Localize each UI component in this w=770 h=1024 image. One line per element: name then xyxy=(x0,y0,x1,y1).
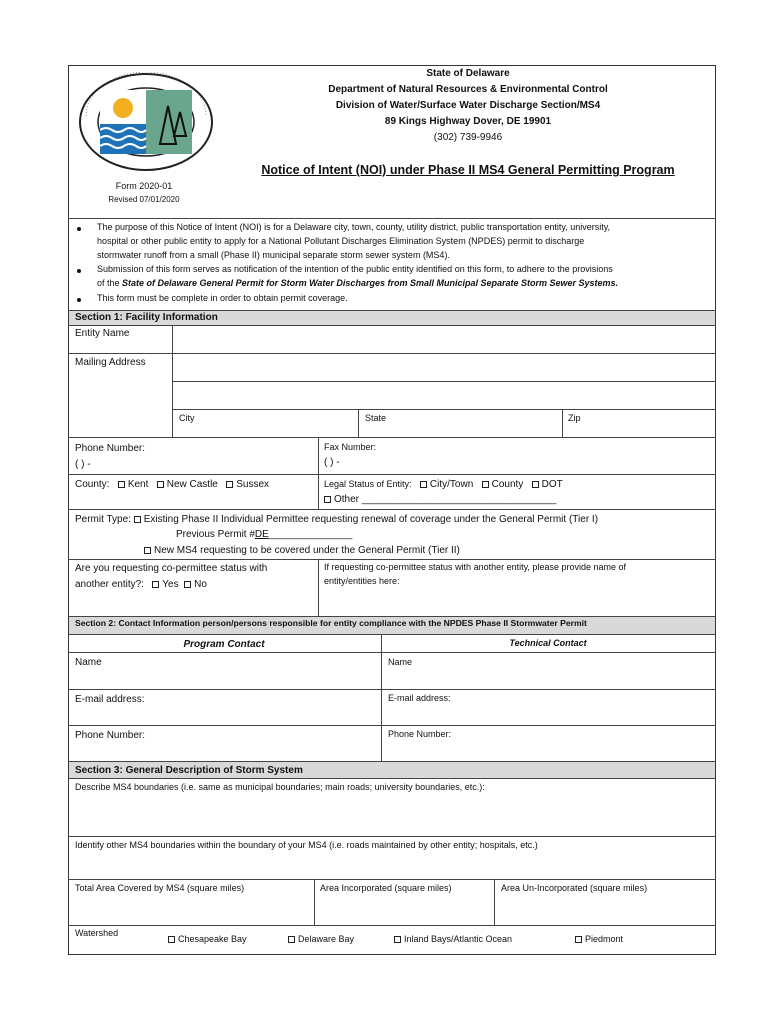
header-phone: (302) 739-9946 xyxy=(433,132,503,143)
watershed-delaware-option xyxy=(288,934,354,944)
divider xyxy=(68,218,716,219)
county-newcastle-label: New Castle xyxy=(166,479,218,490)
divider xyxy=(68,725,716,726)
county-row xyxy=(75,479,269,491)
program-email-field[interactable] xyxy=(69,707,380,724)
divider xyxy=(68,836,716,837)
zip-label: Zip xyxy=(568,413,581,423)
watershed-piedmont-option xyxy=(575,934,623,944)
watershed-inland-option xyxy=(394,934,512,944)
divider xyxy=(68,616,716,617)
total-area-field[interactable] xyxy=(69,897,313,924)
watershed-chesapeake-option xyxy=(168,934,247,944)
technical-phone-field[interactable] xyxy=(382,743,715,760)
technical-phone-label: Phone Number: xyxy=(388,729,452,739)
describe-boundaries-label: Describe MS4 boundaries (i.e. same as municipal boundaries; main roads; university boundaries, etc.): xyxy=(75,782,485,792)
divider xyxy=(68,634,716,635)
page-title: Notice of Intent (NOI) under Phase II MS4 General Permitting Program xyxy=(261,163,675,177)
area-incorporated-field[interactable] xyxy=(315,897,493,924)
state-field[interactable] xyxy=(359,410,561,437)
county-kent-checkbox[interactable] xyxy=(118,481,125,488)
copermittee-yes-checkbox[interactable] xyxy=(152,581,159,588)
legal-other-label[interactable]: Other ___________________________________ xyxy=(334,494,557,505)
bullet-text: stormwater runoff from a small (Phase II) municipal separate storm sewer system (MS4). xyxy=(97,250,450,260)
permit-new-checkbox[interactable] xyxy=(144,547,151,554)
divider xyxy=(381,634,382,761)
copermittee-no-label: No xyxy=(194,579,207,590)
bullet-text-part: of the xyxy=(97,278,123,288)
permit-type-row xyxy=(75,514,598,526)
describe-boundaries-field[interactable] xyxy=(69,796,715,835)
entity-name-label: Entity Name xyxy=(75,328,130,339)
divider xyxy=(68,652,716,653)
technical-email-label: E-mail address: xyxy=(388,693,451,703)
county-label: County: xyxy=(75,479,110,490)
legal-city-label: City/Town xyxy=(429,479,474,490)
technical-email-field[interactable] xyxy=(382,707,715,724)
program-email-label: E-mail address: xyxy=(75,694,145,705)
program-phone-label: Phone Number: xyxy=(75,730,146,741)
bullet-text: This form must be complete in order to obtain permit coverage. xyxy=(97,293,348,303)
legal-dot-label: DOT xyxy=(541,479,563,490)
bullet-icon xyxy=(77,298,81,302)
section1-title: Section 1: Facility Information xyxy=(75,312,218,323)
divider xyxy=(68,879,716,880)
technical-contact-heading: Technical Contact xyxy=(509,638,587,648)
legal-county-checkbox[interactable] xyxy=(482,481,489,488)
bullet-text: hospital or other public entity to apply for a National Pollutant Discharges Elimination System (NPDES) permit to discharge xyxy=(97,236,585,246)
watershed-label: Watershed xyxy=(75,928,119,938)
bullet-text: Submission of this form serves as notification of the intention of the public entity identified on this form, to adhere to the provisions xyxy=(97,264,613,274)
header-state: State of Delaware xyxy=(426,68,510,79)
watershed-piedmont-label: Piedmont xyxy=(585,934,624,944)
seal-logo xyxy=(78,72,214,172)
program-name-label: Name xyxy=(75,657,102,668)
form-revised: Revised 07/01/2020 xyxy=(108,195,180,204)
bullet-icon xyxy=(77,269,81,273)
previous-permit-row xyxy=(176,529,352,541)
legal-county-label: County xyxy=(491,479,524,490)
city-label: City xyxy=(179,413,195,423)
copermittee-note-2: entity/entities here: xyxy=(324,576,400,586)
divider xyxy=(68,509,716,510)
divider xyxy=(318,437,319,509)
county-newcastle-checkbox[interactable] xyxy=(157,481,164,488)
legal-other-checkbox[interactable] xyxy=(324,496,331,503)
phone-field[interactable]: ( ) - xyxy=(75,459,91,470)
entity-name-field[interactable] xyxy=(172,326,715,352)
legal-status-row xyxy=(324,479,563,491)
watershed-piedmont-checkbox[interactable] xyxy=(575,936,582,943)
copermittee-answer-row xyxy=(75,579,207,591)
legal-status-label: Legal Status of Entity: xyxy=(324,479,412,489)
mailing-address-label: Mailing Address xyxy=(75,357,146,368)
copermittee-no-checkbox[interactable] xyxy=(184,581,191,588)
divider xyxy=(68,474,716,475)
legal-other-row xyxy=(324,494,556,506)
total-area-label: Total Area Covered by MS4 (square miles) xyxy=(75,883,245,893)
mailing-address-line2-field[interactable] xyxy=(173,382,715,409)
copermittee-yes-label: Yes xyxy=(162,579,179,590)
header-division: Division of Water/Surface Water Discharge Section/MS4 xyxy=(335,100,601,111)
legal-city-checkbox[interactable] xyxy=(420,481,427,488)
phone-label: Phone Number: xyxy=(75,443,146,454)
program-name-field[interactable] xyxy=(69,670,380,688)
watershed-delaware-checkbox[interactable] xyxy=(288,936,295,943)
previous-permit-field[interactable]: DE xyxy=(254,529,269,540)
area-unincorporated-label: Area Un-Incorporated (square miles) xyxy=(501,883,648,893)
bullet-text: The purpose of this Notice of Intent (NOI) is for a Delaware city, town, county, utility district, public transportation entity, university, xyxy=(97,222,611,232)
divider xyxy=(68,437,716,438)
area-incorporated-label: Area Incorporated (square miles) xyxy=(320,883,452,893)
fax-label: Fax Number: xyxy=(324,442,377,452)
permit-existing-checkbox[interactable] xyxy=(134,516,141,523)
county-sussex-checkbox[interactable] xyxy=(226,481,233,488)
copermittee-question-2: another entity?: xyxy=(75,579,144,590)
permit-new-label: New MS4 requesting to be covered under the General Permit (Tier II) xyxy=(154,545,460,556)
legal-dot-checkbox[interactable] xyxy=(532,481,539,488)
copermittee-question: Are you requesting co-permittee status with xyxy=(75,563,268,574)
county-kent-label: Kent xyxy=(127,479,149,490)
header-department: Department of Natural Resources & Environmental Control xyxy=(328,84,608,95)
city-field[interactable] xyxy=(173,410,357,437)
mailing-address-line1-field[interactable] xyxy=(173,354,715,381)
watershed-chesapeake-label: Chesapeake Bay xyxy=(178,934,247,944)
zip-field[interactable] xyxy=(563,410,715,437)
watershed-delaware-label: Delaware Bay xyxy=(298,934,355,944)
program-contact-heading: Program Contact xyxy=(183,639,265,650)
identify-boundaries-label: Identify other MS4 boundaries within the boundary of your MS4 (i.e. roads maintained by other entity; hospitals, etc.) xyxy=(75,840,538,850)
watershed-inland-checkbox[interactable] xyxy=(394,936,401,943)
form-number: Form 2020-01 xyxy=(115,181,173,191)
area-unincorporated-field[interactable] xyxy=(495,897,715,924)
previous-permit-label: Previous Permit # xyxy=(176,529,255,540)
county-sussex-label: Sussex xyxy=(236,479,270,490)
divider xyxy=(68,778,716,779)
watershed-chesapeake-checkbox[interactable] xyxy=(168,936,175,943)
watershed-inland-label: Inland Bays/Atlantic Ocean xyxy=(404,934,513,944)
permit-existing-label: Existing Phase II Individual Permittee requesting renewal of coverage under the General Permit (Tier I) xyxy=(143,514,599,525)
copermittee-entities-field[interactable] xyxy=(319,590,715,615)
technical-name-label: Name xyxy=(388,657,413,667)
bullet-icon xyxy=(77,227,81,231)
permit-new-row xyxy=(144,545,460,557)
permit-type-label: Permit Type: xyxy=(75,514,131,525)
copermittee-note: If requesting co-permittee status with another entity, please provide name of xyxy=(324,562,626,572)
section2-title: Section 2: Contact Information person/persons responsible for entity compliance with the NPDES Phase II Stormwater Permit xyxy=(75,618,587,628)
bullet-text xyxy=(97,278,618,288)
program-phone-field[interactable] xyxy=(69,743,380,760)
header-address: 89 Kings Highway Dover, DE 19901 xyxy=(384,116,552,127)
divider xyxy=(68,925,716,926)
technical-name-field[interactable] xyxy=(382,670,715,688)
divider xyxy=(68,310,716,311)
state-label: State xyxy=(365,413,387,423)
divider xyxy=(68,689,716,690)
fax-field[interactable]: ( ) - xyxy=(324,457,340,468)
divider xyxy=(68,559,716,560)
section3-title: Section 3: General Description of Storm System xyxy=(75,765,303,776)
previous-permit-blank[interactable]: _______________ xyxy=(268,529,353,540)
identify-boundaries-field[interactable] xyxy=(69,854,715,878)
permit-name-emphasis: State of Delaware General Permit for Storm Water Discharges from Small Municipal Separate Storm Sewer Systems. xyxy=(122,278,619,288)
